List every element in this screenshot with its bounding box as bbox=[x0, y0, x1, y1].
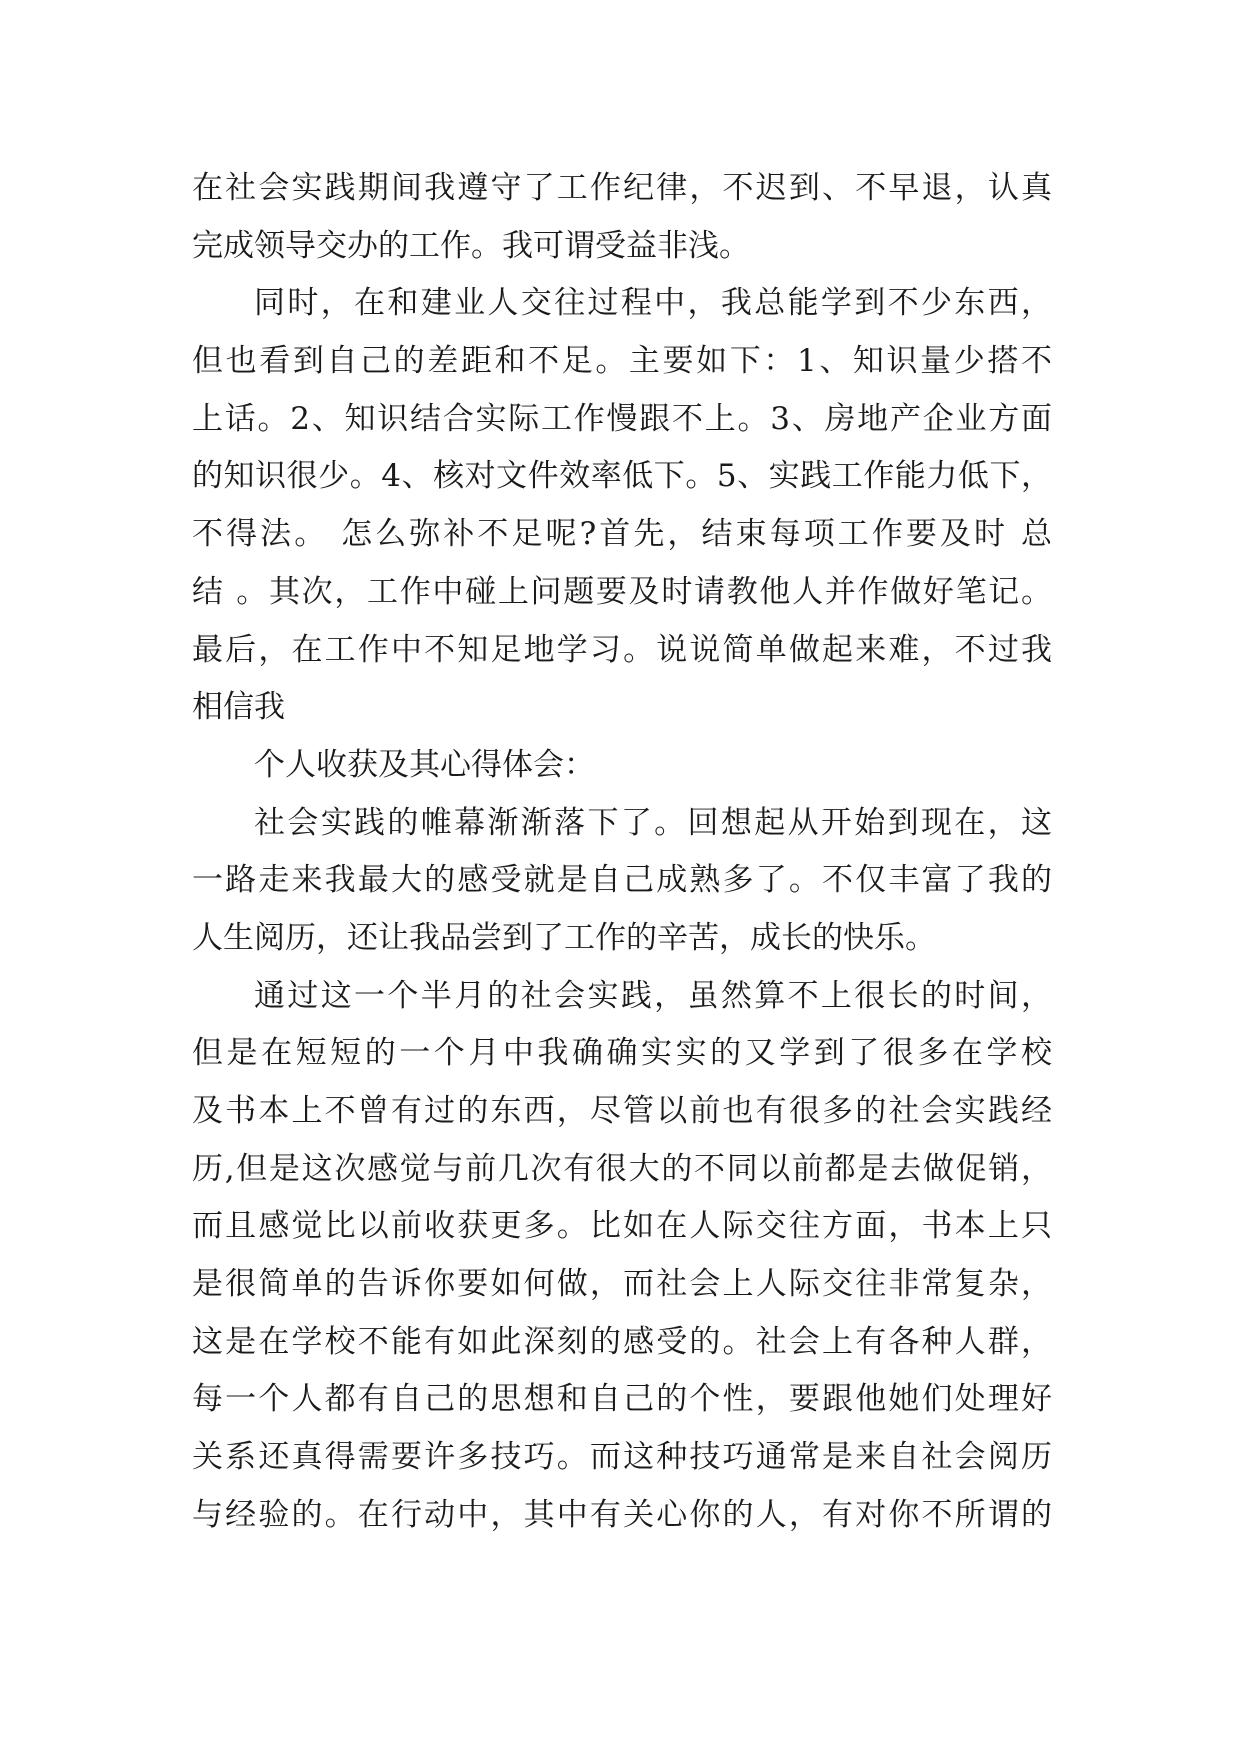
text-line: 在社会实践期间我遵守了工作纪律，不迟到、不早退，认真 bbox=[192, 170, 1052, 206]
text-line: 关系还真得需要许多技巧。而这种技巧通常是来自社会阅历 bbox=[192, 1439, 1052, 1476]
body-text bbox=[192, 160, 1052, 1545]
text-line: 结 。其次，工作中碰上问题要及时请教他人并作做好笔记。 bbox=[192, 573, 1052, 610]
text-line: 历,但是这次感觉与前几次有很大的不同以前都是去做促销， bbox=[192, 1150, 1052, 1187]
text-line: 但是在短短的一个月中我确确实实的又学到了很多在学校 bbox=[192, 1035, 1052, 1072]
text-line: 完成领导交办的工作。我可谓受益非浅。 bbox=[192, 227, 750, 264]
text-line: 人生阅历，还让我品尝到了工作的辛苦，成长的快乐。 bbox=[192, 919, 936, 956]
text-line: 一路走来我最大的感受就是自己成熟多了。不仅丰富了我的 bbox=[192, 862, 1052, 899]
text-line: 与经验的。在行动中，其中有关心你的人，有对你不所谓的 bbox=[192, 1496, 1052, 1533]
text-line: 这是在学校不能有如此深刻的感受的。社会上有各种人群， bbox=[192, 1323, 1052, 1360]
text-line: 上话。2、知识结合实际工作慢跟不上。3、房地产企业方面 bbox=[192, 400, 1052, 437]
text-line: 而且感觉比以前收获更多。比如在人际交往方面，书本上只 bbox=[192, 1208, 1052, 1245]
text-line: 及书本上不曾有过的东西，尽管以前也有很多的社会实践经 bbox=[192, 1093, 1052, 1129]
text-line: 不得法。 怎么弥补不足呢?首先，结束每项工作要及时 总 bbox=[192, 516, 1052, 553]
text-line: 但也看到自己的差距和不足。主要如下：1、知识量少搭不 bbox=[192, 343, 1052, 380]
section-heading: 个人收获及其心得体会： bbox=[254, 746, 595, 783]
text-line: 通过这一个半月的社会实践，虽然算不上很长的时间， bbox=[254, 977, 1052, 1014]
text-line: 社会实践的帷幕渐渐落下了。回想起从开始到现在，这 bbox=[254, 804, 1052, 841]
text-line: 同时，在和建业人交往过程中，我总能学到不少东西， bbox=[254, 285, 1052, 322]
text-line: 是很简单的告诉你要如何做，而社会上人际交往非常复杂， bbox=[192, 1266, 1052, 1303]
text-line: 每一个人都有自己的思想和自己的个性，要跟他她们处理好 bbox=[192, 1381, 1052, 1418]
text-line: 的知识很少。4、核对文件效率低下。5、实践工作能力低下， bbox=[192, 458, 1052, 495]
text-line: 最后，在工作中不知足地学习。说说简单做起来难，不过我 bbox=[192, 631, 1052, 668]
text-line: 相信我 bbox=[192, 689, 285, 726]
